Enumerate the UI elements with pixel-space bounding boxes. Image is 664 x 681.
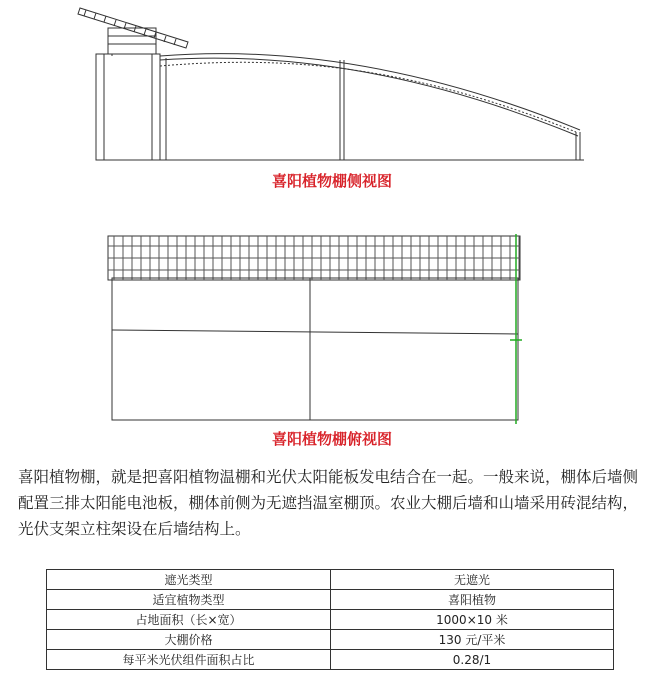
spec-value: 无遮光 (331, 570, 614, 590)
spec-value: 喜阳植物 (331, 590, 614, 610)
table-row (47, 650, 614, 670)
spec-table (46, 569, 614, 670)
spec-key: 大棚价格 (47, 630, 331, 650)
spec-key: 遮光类型 (47, 570, 331, 590)
side-view-caption: 喜阳植物棚侧视图 (271, 172, 392, 190)
spec-key: 占地面积（长×宽） (47, 610, 331, 630)
table-row (47, 590, 614, 610)
spec-value: 0.28/1 (331, 650, 614, 670)
top-view-caption: 喜阳植物棚俯视图 (271, 430, 392, 448)
spec-key: 适宜植物类型 (47, 590, 331, 610)
top-view-drawing (0, 228, 664, 428)
table-row (47, 570, 614, 590)
spec-key: 每平米光伏组件面积占比 (47, 650, 331, 670)
table-row (47, 610, 614, 630)
spec-value: 130 元/平米 (331, 630, 614, 650)
description-paragraph: 喜阳植物棚，就是把喜阳植物温棚和光伏太阳能板发电结合在一起。一般来说，棚体后墙侧配置三排太阳能电池板，棚体前侧为无遮挡温室棚顶。农业大棚后墙和山墙采用砖混结构，光伏支架立柱架设在后墙结构上。 (18, 468, 639, 538)
side-view-drawing (0, 0, 664, 170)
table-row (47, 630, 614, 650)
spec-value: 1000×10 米 (331, 610, 614, 630)
